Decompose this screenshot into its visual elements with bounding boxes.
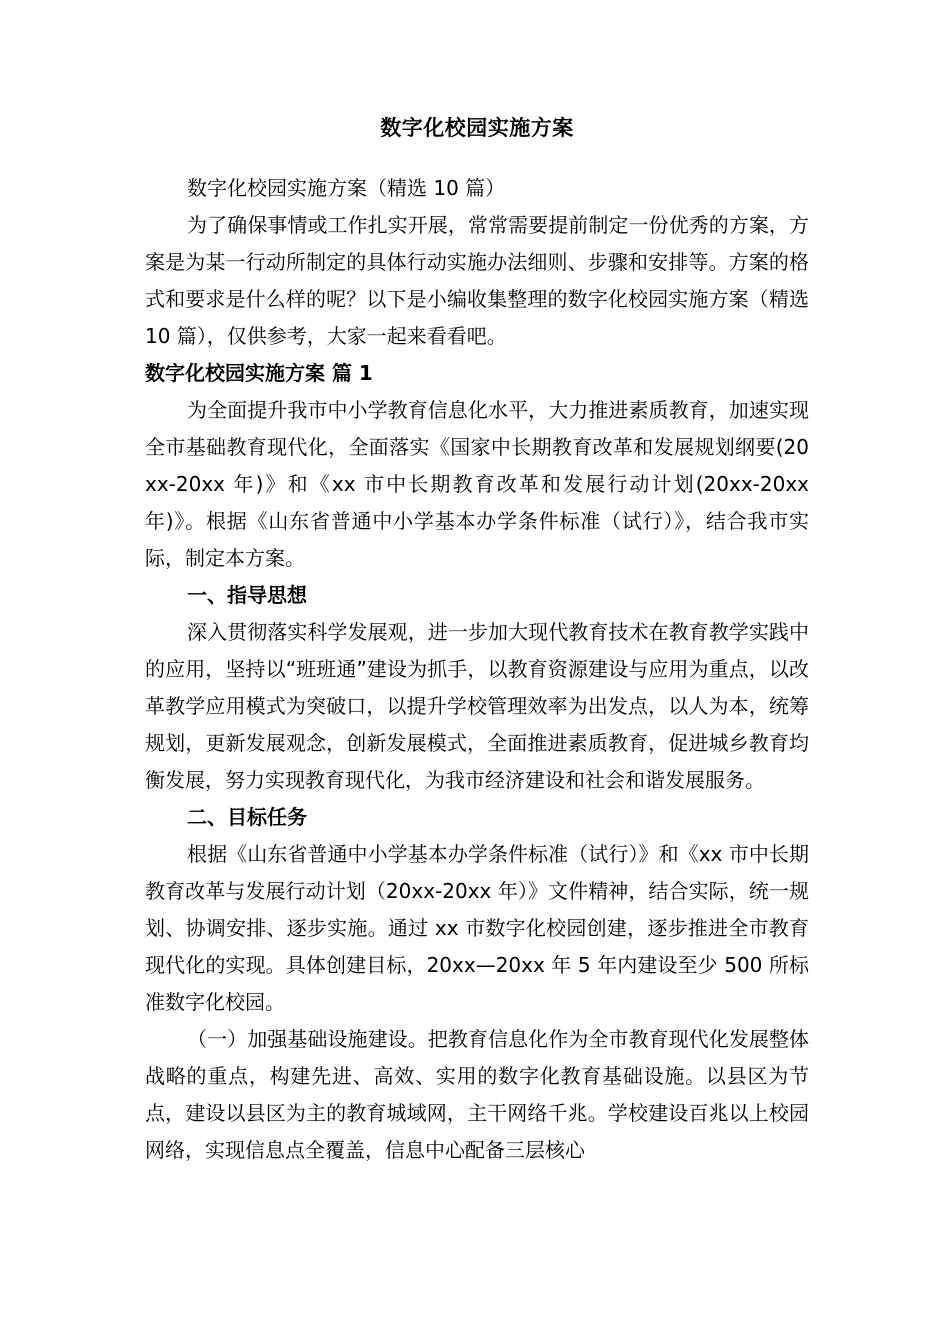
document-subtitle: 数字化校园实施方案（精选 10 篇）	[187, 176, 506, 200]
chapter-heading: 数字化校园实施方案 篇 1	[145, 361, 373, 385]
document-title: 数字化校园实施方案	[380, 116, 574, 140]
section-body-goals-tasks: 根据《山东省普通中小学基本办学条件标准（试行）》和《xx 市中长期教育改革与发展行动计划（20xx-20xx 年）》文件精神，结合实际，统一规划、协调安排、逐步实施。通过 xx 市数字化校园创建，逐步推进全市教育现代化的实现。具体创建目标，20xx—20xx 年 5 年内建设至少 500 所标准数字化校园。	[145, 842, 809, 1014]
section-body-guiding-ideology: 深入贯彻落实科学发展观，进一步加大现代教育技术在教育教学实践中的应用，坚持以“班班通”建设为抓手，以教育资源建设与应用为重点，以改革教学应用模式为突破口，以提升学校管理效率为出发点，以人为本，统筹规划，更新发展观念，创新发展模式，全面推进素质教育，促进城乡教育均衡发展，努力实现教育现代化，为我市经济建设和社会和谐发展服务。	[145, 620, 809, 792]
document-page	[145, 108, 809, 1169]
section-heading-guiding-ideology: 一、指导思想	[187, 583, 307, 607]
intro-paragraph: 为了确保事情或工作扎实开展，常常需要提前制定一份优秀的方案，方案是为某一行动所制定的具体行动实施办法细则、步骤和安排等。方案的格式和要求是什么样的呢？以下是小编收集整理的数字化校园实施方案（精选 10 篇），仅供参考，大家一起来看看吧。	[145, 213, 809, 348]
section-item-infrastructure: （一）加强基础设施建设。把教育信息化作为全市教育现代化发展整体战略的重点，构建先进、高效、实用的数字化教育基础设施。以县区为节点，建设以县区为主的教育城域网，主干网络千兆。学校建设百兆以上校园网络，实现信息点全覆盖，信息中心配备三层核心	[145, 1027, 809, 1162]
chapter-intro-paragraph: 为全面提升我市中小学教育信息化水平，大力推进素质教育，加速实现全市基础教育现代化，全面落实《国家中长期教育改革和发展规划纲要(20xx-20xx 年)》和《xx 市中长期教育改革和发展行动计划(20xx-20xx 年)》。根据《山东省普通中小学基本办学条件标准（试行）》，结合我市实际，制定本方案。	[145, 398, 809, 570]
section-heading-goals-tasks: 二、目标任务	[187, 805, 307, 829]
